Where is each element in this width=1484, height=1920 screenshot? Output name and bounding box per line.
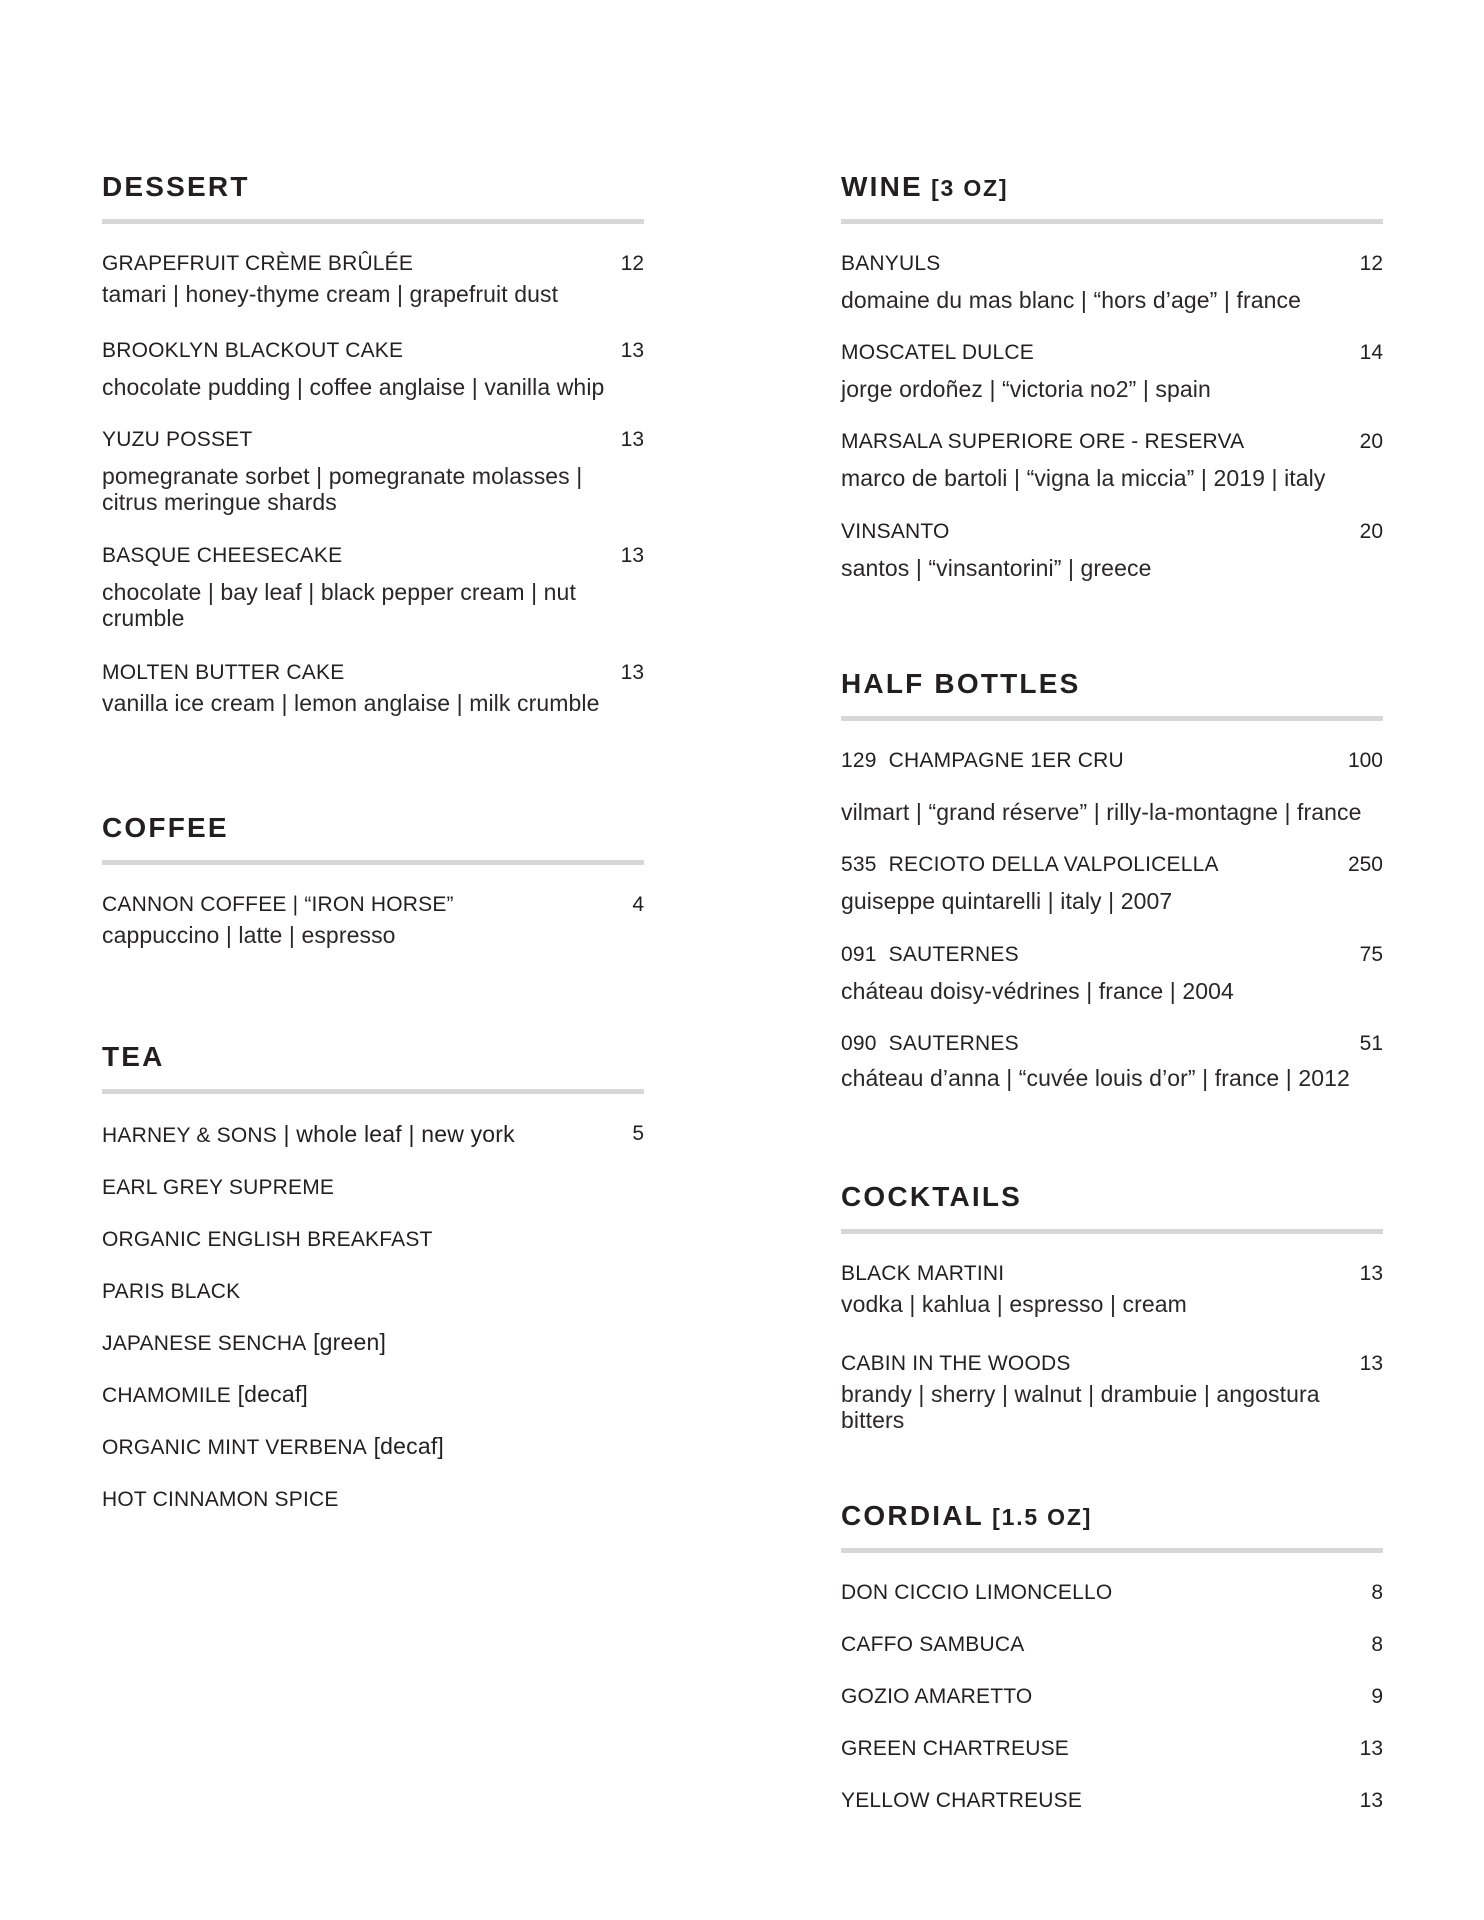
- tea-name: JAPANESE SENCHA: [102, 1332, 307, 1355]
- item-price: 13: [1359, 1262, 1383, 1285]
- item-description: jorge ordoñez | “victoria no2” | spain: [841, 376, 1211, 402]
- menu-item: [841, 748, 1383, 825]
- item-price: 13: [1359, 1352, 1383, 1375]
- item-price: 12: [620, 252, 644, 275]
- wine-title-text: WINE: [841, 171, 923, 202]
- cordial-title: [841, 1496, 1383, 1536]
- item-price: 13: [1359, 1737, 1383, 1760]
- item-price: 13: [620, 544, 644, 567]
- item-name: BLACK MARTINI: [841, 1262, 1005, 1285]
- item-description: guiseppe quintarelli | italy | 2007: [841, 888, 1173, 914]
- item-description: brandy | sherry | walnut | drambuie | angostura bitters: [841, 1381, 1320, 1433]
- item-price: 12: [1359, 252, 1383, 275]
- cordial-title-suffix: [1.5 OZ]: [983, 1504, 1093, 1530]
- item-name: DON CICCIO LIMONCELLO: [841, 1581, 1113, 1604]
- menu-item: [841, 251, 1383, 313]
- tea-item: [102, 1329, 644, 1355]
- tea-name: EARL GREY SUPREME: [102, 1176, 335, 1199]
- item-price: 75: [1359, 943, 1383, 966]
- item-price: 4: [632, 893, 644, 916]
- menu-item: [841, 1261, 1383, 1317]
- menu-item: [102, 251, 644, 307]
- item-description: pomegranate sorbet | pomegranate molasses | citrus meringue shards: [102, 463, 583, 515]
- wine-section: [841, 167, 1383, 224]
- item-description: domaine du mas blanc | “hors d’age” | france: [841, 287, 1301, 313]
- dessert-section: [102, 167, 644, 224]
- item-name: CABIN IN THE WOODS: [841, 1352, 1071, 1375]
- tea-item: [102, 1433, 644, 1459]
- bin-number: 129: [841, 749, 877, 772]
- item-name: SAUTERNES: [888, 943, 1019, 966]
- tea-section: [102, 1037, 644, 1094]
- item-description: cappuccino | latte | espresso: [102, 922, 396, 948]
- item-name: CANNON COFFEE | “IRON HORSE”: [102, 893, 454, 916]
- tea-brand-detail: | whole leaf | new york: [276, 1121, 515, 1147]
- menu-item: [102, 338, 644, 400]
- tea-name: CHAMOMILE: [102, 1384, 231, 1407]
- cordial-section: [841, 1496, 1383, 1553]
- section-divider: [841, 716, 1383, 721]
- cocktails-section: [841, 1177, 1383, 1234]
- item-price: 51: [1359, 1032, 1383, 1055]
- item-price: 5: [632, 1122, 644, 1145]
- item-description: marco de bartoli | “vigna la miccia” | 2019 | italy: [841, 465, 1326, 491]
- cocktails-title: COCKTAILS: [841, 1181, 1023, 1212]
- wine-title: [841, 167, 1383, 207]
- item-name: VINSANTO: [841, 520, 950, 543]
- item-name: YUZU POSSET: [102, 428, 253, 451]
- dessert-title: DESSERT: [102, 171, 250, 202]
- item-name: GOZIO AMARETTO: [841, 1685, 1033, 1708]
- menu-item: [841, 1736, 1383, 1762]
- menu-item: [841, 1632, 1383, 1658]
- item-price: 8: [1371, 1581, 1383, 1604]
- item-description: tamari | honey-thyme cream | grapefruit dust: [102, 281, 559, 307]
- item-price: 20: [1359, 520, 1383, 543]
- half-bottles-title: HALF BOTTLES: [841, 668, 1081, 699]
- item-name: MOLTEN BUTTER CAKE: [102, 661, 345, 684]
- item-price: 8: [1371, 1633, 1383, 1656]
- menu-item: [841, 1031, 1383, 1091]
- tea-name: HOT CINNAMON SPICE: [102, 1488, 339, 1511]
- item-description: cháteau doisy-védrines | france | 2004: [841, 978, 1234, 1004]
- tea-note: [decaf]: [230, 1381, 309, 1407]
- tea-item: [102, 1277, 644, 1303]
- menu-item: [841, 1580, 1383, 1606]
- item-price: 13: [620, 339, 644, 362]
- item-name: SAUTERNES: [888, 1032, 1019, 1055]
- bin-number: 091: [841, 943, 877, 966]
- menu-item: [841, 1788, 1383, 1814]
- item-name: MARSALA SUPERIORE ORE - RESERVA: [841, 430, 1245, 453]
- item-price: 20: [1359, 430, 1383, 453]
- menu-item: [102, 427, 644, 515]
- tea-note: [green]: [306, 1329, 387, 1355]
- item-description: vanilla ice cream | lemon anglaise | milk crumble: [102, 690, 600, 716]
- tea-item: [102, 1381, 644, 1407]
- tea-item: [102, 1225, 644, 1251]
- item-description: chocolate | bay leaf | black pepper cream | nut crumble: [102, 579, 576, 631]
- item-description: chocolate pudding | coffee anglaise | vanilla whip: [102, 374, 605, 400]
- menu-item: [102, 660, 644, 716]
- tea-note: [decaf]: [366, 1433, 445, 1459]
- menu-item: [841, 1684, 1383, 1710]
- section-divider: [102, 1089, 644, 1094]
- section-divider: [841, 1229, 1383, 1234]
- item-price: 13: [620, 661, 644, 684]
- tea-name: PARIS BLACK: [102, 1280, 241, 1303]
- menu-item: [841, 1351, 1383, 1433]
- bin-number: 535: [841, 853, 877, 876]
- item-name: CHAMPAGNE 1ER CRU: [888, 749, 1124, 772]
- item-description: santos | “vinsantorini” | greece: [841, 555, 1152, 581]
- item-name: RECIOTO DELLA VALPOLICELLA: [888, 853, 1219, 876]
- item-name: YELLOW CHARTREUSE: [841, 1789, 1083, 1812]
- tea-item: [102, 1485, 644, 1511]
- section-divider: [841, 219, 1383, 224]
- item-name: MOSCATEL DULCE: [841, 341, 1034, 364]
- tea-brand-name: HARNEY & SONS: [102, 1124, 277, 1147]
- item-name: BANYULS: [841, 252, 941, 275]
- menu-item: [102, 892, 644, 948]
- item-description: vodka | kahlua | espresso | cream: [841, 1291, 1187, 1317]
- menu-item: [102, 543, 644, 631]
- menu-item: [841, 942, 1383, 1004]
- item-price: 250: [1347, 853, 1383, 876]
- item-price: 13: [620, 428, 644, 451]
- tea-brand-row: [102, 1121, 644, 1147]
- item-name: BROOKLYN BLACKOUT CAKE: [102, 339, 404, 362]
- bin-number: 090: [841, 1032, 877, 1055]
- item-price: 9: [1371, 1685, 1383, 1708]
- item-name: GREEN CHARTREUSE: [841, 1737, 1070, 1760]
- wine-title-suffix: [3 OZ]: [922, 175, 1009, 201]
- section-divider: [102, 860, 644, 865]
- item-description: vilmart | “grand réserve” | rilly-la-montagne | france: [841, 799, 1362, 825]
- menu-item: [841, 340, 1383, 402]
- item-description: cháteau d’anna | “cuvée louis d’or” | france | 2012: [841, 1065, 1350, 1091]
- menu-item: [841, 519, 1383, 581]
- tea-title: TEA: [102, 1041, 165, 1072]
- item-price: 100: [1347, 749, 1383, 772]
- coffee-section: [102, 808, 644, 865]
- item-price: 14: [1359, 341, 1383, 364]
- tea-item: [102, 1173, 644, 1199]
- cordial-title-text: CORDIAL: [841, 1500, 984, 1531]
- section-divider: [841, 1548, 1383, 1553]
- item-name: GRAPEFRUIT CRÈME BRÛLÉE: [102, 252, 414, 275]
- item-price: 13: [1359, 1789, 1383, 1812]
- section-divider: [102, 219, 644, 224]
- half-bottles-section: [841, 664, 1383, 721]
- tea-name: ORGANIC MINT VERBENA: [102, 1436, 367, 1459]
- menu-item: [841, 852, 1383, 914]
- menu-item: [841, 429, 1383, 491]
- coffee-title: COFFEE: [102, 812, 229, 843]
- item-name: BASQUE CHEESECAKE: [102, 544, 343, 567]
- item-name: CAFFO SAMBUCA: [841, 1633, 1025, 1656]
- tea-name: ORGANIC ENGLISH BREAKFAST: [102, 1228, 433, 1251]
